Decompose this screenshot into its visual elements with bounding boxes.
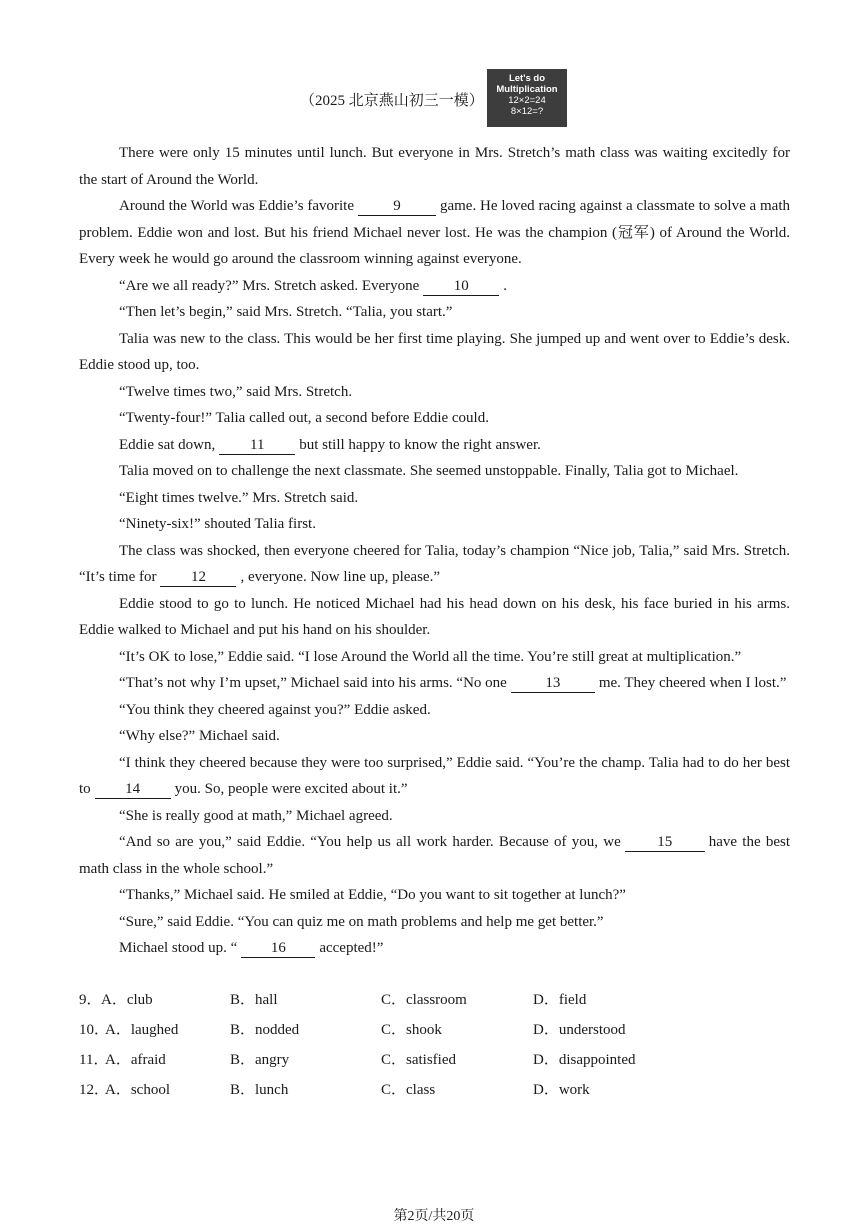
passage-text: Eddie stood to go to lunch. He noticed Michael had his head down on his desk, his face buried in his arms. Eddie walked to Michael and put his hand on his shoulder. (79, 595, 790, 638)
passage-text: you. So, people were excited about it.” (174, 781, 408, 797)
exam-source: （2025 北京燕山初三一模） (300, 93, 484, 109)
passage-paragraph (79, 326, 790, 379)
multiplication-badge-image (487, 69, 567, 127)
passage-text: “Are we all ready?” Mrs. Stretch asked. Everyone (119, 277, 420, 294)
blank-16[interactable]: 16 (241, 939, 315, 958)
passage-text: , everyone. Now line up, please.” (240, 569, 440, 585)
passage-paragraph (79, 750, 790, 803)
option-a[interactable]: A．laughed (105, 1022, 179, 1038)
passage-text: The class was shocked, then everyone cheered for Talia, today’s champion “Nice job, Talia,” said Mrs. Stretch. “It’s time for (79, 542, 790, 585)
question-number: 12． (79, 1082, 110, 1098)
passage-text: “Twelve times two,” said Mrs. Stretch. (119, 383, 353, 400)
passage-text: “Then let’s begin,” said Mrs. Stretch. “Talia, you start.” (119, 304, 453, 320)
passage-text: “Thanks,” Michael said. He smiled at Eddie, “Do you want to sit together at lunch?” (119, 887, 626, 903)
blank-13[interactable]: 13 (511, 674, 595, 693)
option-row-12 (79, 1078, 790, 1108)
passage-text: me. They cheered when I lost.” (598, 675, 787, 691)
passage-paragraph (79, 193, 790, 273)
passage-paragraph (79, 829, 790, 882)
option-d[interactable]: D．disappointed (533, 1052, 636, 1068)
passage-text: have the best math class in the whole school.” (79, 834, 790, 877)
passage-text: Talia was new to the class. This would be her first time playing. She jumped up and went over to Eddie’s desk. Eddie stood up, too. (79, 330, 790, 373)
passage-text: Michael stood up. “ (119, 940, 238, 956)
passage-paragraph (79, 670, 790, 697)
passage-text: “Twenty-four!” Talia called out, a second before Eddie could. (119, 410, 489, 426)
badge-line-2: Multiplication (496, 84, 558, 95)
passage-paragraph (79, 432, 790, 459)
passage-text: game. He loved racing against a classmate to solve a math problem. Eddie won and lost. But his friend Michael never lost. He was the champion (冠军) of Around the World. Every week he would go around the classroom winning against everyone. (79, 198, 790, 267)
blank-11[interactable]: 11 (219, 436, 295, 455)
question-number: 9． (79, 992, 102, 1008)
passage-paragraph (79, 909, 790, 936)
passage-paragraph (79, 803, 790, 830)
option-c[interactable]: C．shook (381, 1022, 442, 1038)
passage-text: but still happy to know the right answer. (299, 436, 541, 453)
passage-text: Talia moved on to challenge the next classmate. She seemed unstoppable. Finally, Talia got to Michael. (119, 463, 739, 479)
passage-paragraph (79, 882, 790, 909)
passage-text: “That’s not why I’m upset,” Michael said into his arms. “No one (119, 675, 507, 691)
option-row-10 (79, 1018, 790, 1048)
passage-paragraph (79, 299, 790, 326)
passage-paragraph (79, 644, 790, 671)
passage-paragraph (79, 458, 790, 485)
question-number: 11． (79, 1052, 109, 1068)
option-d[interactable]: D．understood (533, 1022, 626, 1038)
passage-text: “It’s OK to lose,” Eddie said. “I lose Around the World all the time. You’re still great at multiplication.” (119, 648, 742, 665)
passage-text: “I think they cheered because they were too surprised,” Eddie said. “You’re the champ. Talia had to do her best to (79, 754, 790, 797)
answer-options (79, 988, 790, 1108)
passage-paragraph (79, 538, 790, 591)
passage-text: “You think they cheered against you?” Eddie asked. (119, 701, 431, 718)
badge-line-1: Let's do (508, 73, 546, 84)
option-a[interactable]: A．afraid (105, 1052, 166, 1068)
passage-paragraph (79, 591, 790, 644)
blank-9[interactable]: 9 (358, 197, 436, 216)
passage-paragraph (79, 723, 790, 750)
option-b[interactable]: B．angry (230, 1052, 290, 1068)
option-row-9 (79, 988, 790, 1018)
passage-paragraph (79, 697, 790, 724)
passage-text: “Why else?” Michael said. (119, 728, 280, 744)
option-a[interactable]: A．club (101, 992, 153, 1008)
option-c[interactable]: C．class (381, 1082, 436, 1098)
passage-paragraph (79, 935, 790, 962)
badge-line-4: 8×12=? (510, 106, 544, 117)
passage-text: “Eight times twelve.” Mrs. Stretch said. (119, 489, 359, 506)
option-c[interactable]: C．classroom (381, 992, 467, 1008)
passage-paragraph (79, 405, 790, 432)
passage-text: “And so are you,” said Eddie. “You help us all work harder. Because of you, we (119, 834, 621, 850)
option-b[interactable]: B．nodded (230, 1022, 300, 1038)
badge-line-3: 12×2=24 (508, 95, 546, 106)
passage-text: Around the World was Eddie’s favorite (119, 198, 354, 214)
question-number: 10． (79, 1022, 110, 1038)
passage-text: Eddie sat down, (119, 436, 216, 453)
passage-text: “Ninety-six!” shouted Talia first. (119, 516, 316, 532)
blank-10[interactable]: 10 (423, 277, 499, 296)
passage-text: “She is really good at math,” Michael agreed. (119, 807, 393, 824)
option-row-11 (79, 1048, 790, 1078)
blank-14[interactable]: 14 (95, 780, 171, 799)
option-c[interactable]: C．satisfied (381, 1052, 456, 1068)
option-b[interactable]: B．hall (230, 992, 278, 1008)
passage-paragraph (79, 273, 790, 300)
option-d[interactable]: D．work (533, 1082, 590, 1098)
page-footer: 第2页/共20页 (393, 1209, 475, 1224)
blank-15[interactable]: 15 (625, 833, 705, 852)
blank-12[interactable]: 12 (160, 568, 236, 587)
passage-paragraph (79, 379, 790, 406)
passage-text: . (503, 277, 508, 294)
option-b[interactable]: B．lunch (230, 1082, 289, 1098)
passage-paragraph (79, 485, 790, 512)
option-d[interactable]: D．field (533, 992, 587, 1008)
passage-text: “Sure,” said Eddie. “You can quiz me on math problems and help me get better.” (119, 913, 604, 930)
passage-text: There were only 15 minutes until lunch. But everyone in Mrs. Stretch’s math class was waiting excitedly for the start of Around the World. (79, 145, 790, 188)
reading-passage (79, 140, 790, 962)
page-header (0, 68, 868, 128)
passage-paragraph (79, 511, 790, 538)
passage-paragraph (79, 140, 790, 193)
passage-text: accepted!” (319, 940, 384, 956)
option-a[interactable]: A．school (105, 1082, 170, 1098)
